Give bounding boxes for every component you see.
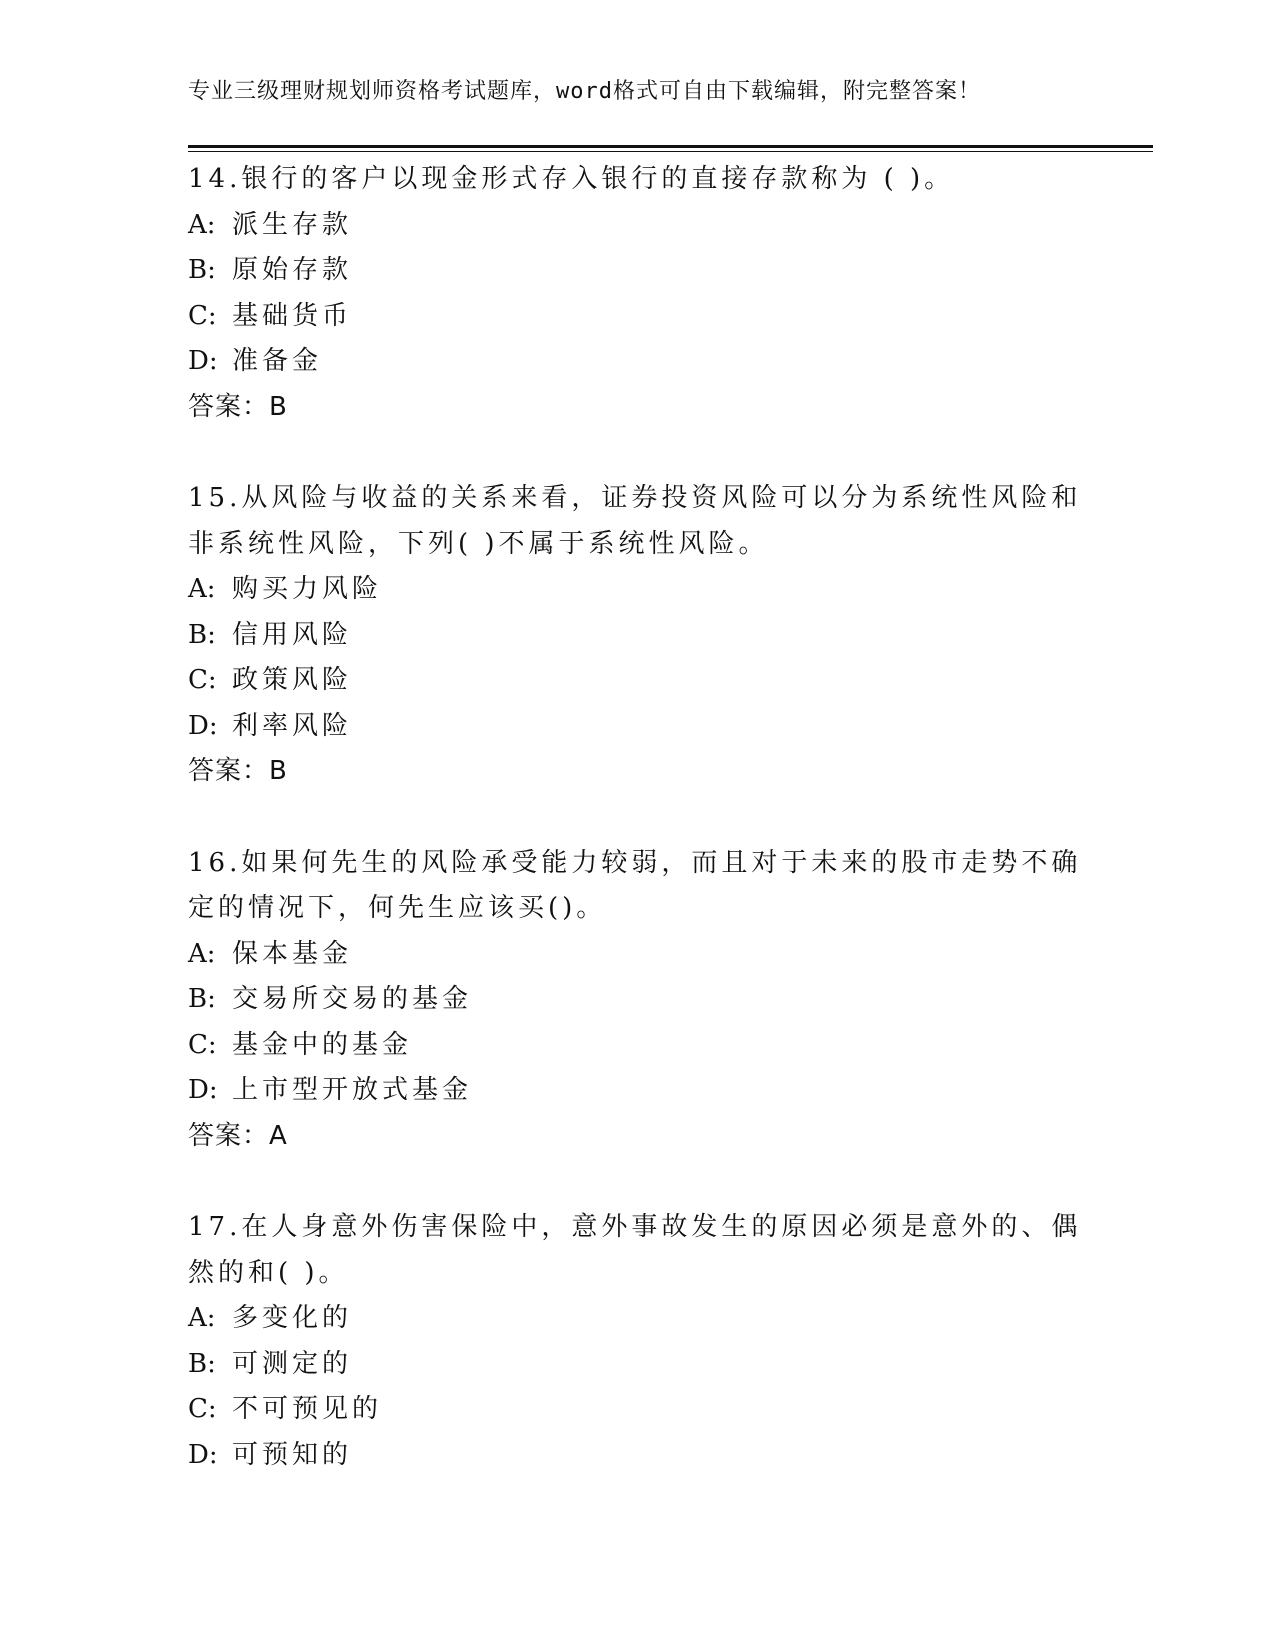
question-list [188,157,1088,1524]
header-divider-thick [188,145,1153,148]
option-text: 上市型开放式基金 [232,1075,473,1105]
option-text: 可预知的 [232,1439,353,1470]
option-b [188,248,1088,294]
option-text: 政策风险 [232,665,353,695]
option-letter: B: [188,619,216,650]
option-letter: A: [188,1303,216,1333]
option-d [188,704,1088,750]
option-text: 原始存款 [232,255,353,285]
option-d [188,1068,1088,1114]
option-text: 可测定的 [232,1348,353,1379]
option-text: 基础货币 [232,300,353,331]
option-letter: D: [188,1075,218,1105]
option-text: 信用风险 [232,619,353,650]
option-letter: D: [188,1439,218,1470]
option-d [188,1433,1088,1479]
option-d [188,339,1088,385]
option-letter: C: [188,1029,217,1060]
question-16 [188,841,1088,1160]
option-text: 保本基金 [232,938,353,969]
option-letter: D: [188,346,218,376]
option-letter: B: [188,1348,216,1379]
option-a [188,1296,1088,1342]
option-text: 基金中的基金 [232,1029,413,1060]
question-14 [188,157,1088,430]
option-text: 准备金 [232,346,323,376]
header-divider-thin [188,151,1153,152]
option-text: 利率风险 [232,710,353,741]
option-letter: A: [188,574,216,604]
option-letter: A: [188,209,216,240]
question-stem: 17.在人身意外伤害保险中，意外事故发生的原因必须是意外的、偶然的和( )。 [188,1212,1082,1288]
option-text: 购买力风险 [232,574,383,604]
question-15 [188,476,1088,795]
page-header: 专业三级理财规划师资格考试题库，word格式可自由下载编辑，附完整答案！ [188,79,981,104]
option-letter: C: [188,665,217,695]
option-letter: B: [188,255,216,285]
option-text: 不可预见的 [232,1394,383,1424]
option-b [188,977,1088,1023]
option-text: 交易所交易的基金 [232,984,473,1014]
option-b [188,613,1088,659]
answer-line: 答案：B [188,756,288,786]
option-letter: C: [188,1394,217,1424]
question-stem: 14.银行的客户以现金形式存入银行的直接存款称为 ( )。 [188,164,955,194]
option-a [188,932,1088,978]
answer-line: 答案：B [188,391,288,422]
option-a [188,203,1088,249]
option-letter: B: [188,984,216,1014]
option-c [188,294,1088,340]
option-letter: A: [188,938,216,969]
option-letter: C: [188,300,217,331]
option-letter: D: [188,710,218,741]
option-text: 多变化的 [232,1303,353,1333]
question-stem: 16.如果何先生的风险承受能力较弱，而且对于未来的股市走势不确定的情况下，何先生应该买()。 [188,847,1082,923]
question-stem: 15.从风险与收益的关系来看，证券投资风险可以分为系统性风险和非系统性风险，下列( )不属于系统性风险。 [188,483,1082,559]
option-text: 派生存款 [232,209,353,240]
question-17 [188,1205,1088,1478]
option-c [188,1023,1088,1069]
option-b [188,1342,1088,1388]
option-c [188,658,1088,704]
option-c [188,1387,1088,1433]
answer-line: 答案：A [188,1120,288,1151]
option-a [188,567,1088,613]
